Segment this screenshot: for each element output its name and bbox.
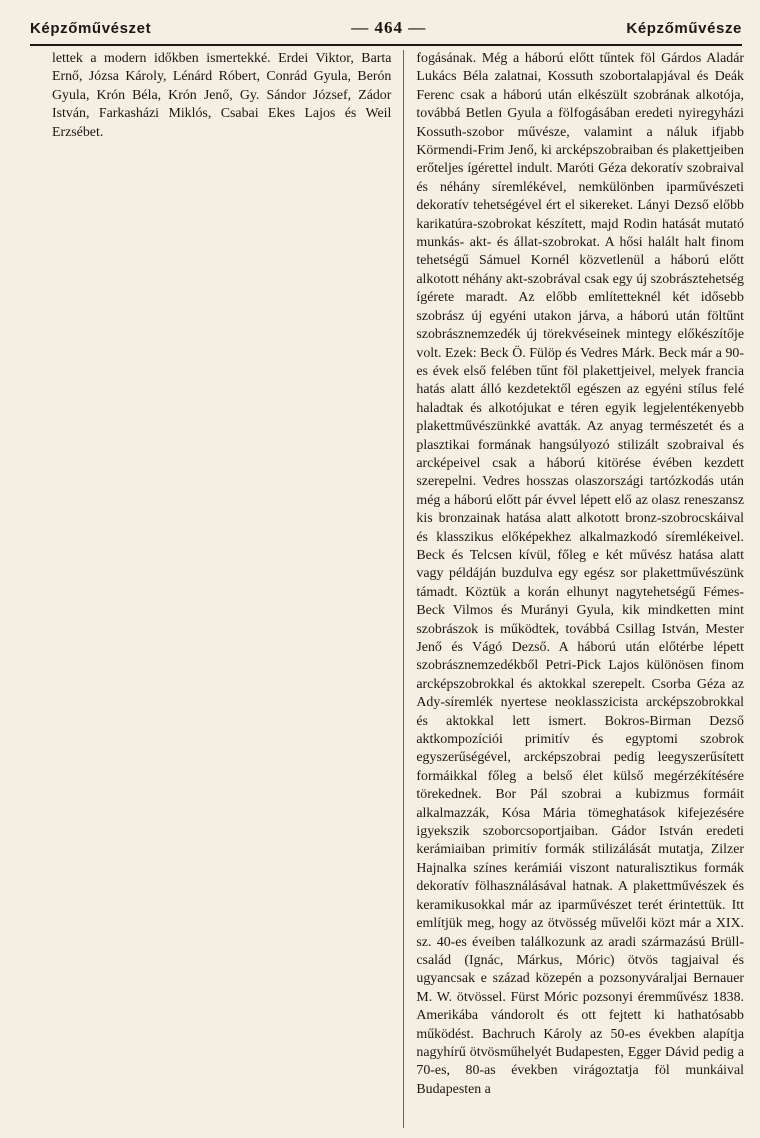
header-right-title: Képzőművésze <box>626 19 742 37</box>
text-columns <box>52 50 744 1128</box>
page-number: — 464 — <box>351 18 427 37</box>
header-left-title: Képzőművészet <box>30 19 152 37</box>
right-paragraph-1: fogásának. Még a háború előtt tűntek föl Gárdos Aladár Lukács Béla zalatnai, Kossuth szobortalapjával és Deák Ferenc csak a háború után elkészült szobrának alkotója, továbbá Betlen Gyula a fölfogásában eredeti nyiregyházi Kossuth-szobor művésze, valamint a náluk ifjabb Körmendi-Frim Jenő, ki arcképszobraiban és plakettjeiben erőteljes ígérettel indult. Maróti Géza dekoratív szobraival és néhány síremlékével, nemkülönben iparművészeti dekoratív tehetségével ért el sikereket. Lányi Dezső előbb karikatúra-szobrokat készített, majd Rodin hatását mutató munkás- akt- és állat-szobrokat. A hősi halált halt finom tehetségű Sámuel Kornél közvetlenül a háború előtt alkotott néhány akt-szobrával csak egy új szobrásztehetség ígérete maradt. Az előbb említetteknél két idősebb szobrász új egyéni utakon járva, a háború után föltűnt szobrásznemzedék új törekvéseinek mintegy előkészítője volt. Ezek: Beck Ö. Fülöp és Vedres Márk. Beck már a 90-es évek első felében tűnt föl plakettjeivel, melyek francia hatás alatt álló kezdetektől egészen az egyéni stílus felé haladtak és alkotójukat e téren egyik legjelentékenyebb plakettművészünkké avatták. Az anyag természetét és a plasztikai formának hangsúlyozó stilizált szobraival és arcképeivel csak a háború kitörése évében kezdett szerepelni. Vedres hosszas olaszországi tartózkodás után még a háború előtt pár évvel lépett elő az olasz reneszansz kis bronzainak hatása alatt alkotott bronz-szobrocskáival és klasszikus előképekhez alkalmazkodó síremlékeivel. Beck és Telcsen kívül, főleg e két művész hatása alatt vagy példáján buzdulva egy egész sor plakettművészünk támadt. Köztük a korán elhunyt nagytehetségű Fémes-Beck Vilmos és Murányi Gyula, kik mindketten mint szobrászok is működtek, továbbá Csillag István, Mester Jenő és Vágó Dezső. A háború után előtérbe lépett szobrásznemzedékből Petri-Pick Lajos különösen finom arcképszobrokkal és aktokkal szerepelt. Csorba Géza az Ady-síremlék nyertese neoklasszicista arcképszobrokkal és aktokkal lett ismert. Bokros-Birman Dezső aktkompozíciói primitív és egyptomi szobrok egyszerűségével, arcképszobrai pedig leegyszerűsített formáikkal főleg a belső élet külső megérzékítésére törekednek. Bor Pál szobrai a kubizmus formáit alkalmazzák, Kósa Mária tömeghatások kifejezésére igyekszik szoborcsoportjaiban. Gádor István eredeti kerámiaiban primitív formák stilizálását mutatja, Zilzer Hajnalka színes kerámiái viszont naturalisztikus formák dekoratív fölhasználásával hatnak. A plakettművészek és keramikusokkal már az iparművészet terét érintettük. Itt említjük meg, hogy az ötvösség művelői közt már a XIX. sz. 40-es éveiben találkozunk az aradi származású Brüll-család (Ignác, Márkus, Móric) ötvös tagjaival és ugyancsak e század közepén a pozsonyváraljai Bernauer M. W. ötvössel. Fürst Móric pozsonyi éremművész 1838. Amerikába vándorolt és ott fejtett ki hathatósabb működést. Bachruch Károly az 50-es években alapítja nagyhírű ötvösműhelyét Budapesten, Egger Dávid pedig a 70-es, 80-as években virágoztatja föl munkáival Budapesten a <box>416 51 744 1097</box>
left-paragraph-1: lettek a modern időkben ismertekké. Erdei Viktor, Barta Ernő, Józsa Károly, Lénárd Róbert, Conrád Gyula, Berón Gyula, Krón Béla, Krón Jenő, Gy. Sándor József, Zádor István, Farkasházi Miklós, Csabai Ekes Lajos és Weil Erzsébet. <box>52 51 392 140</box>
right-column <box>403 50 744 1128</box>
running-header <box>30 14 742 42</box>
left-column <box>52 50 403 1128</box>
header-rule <box>30 44 742 46</box>
